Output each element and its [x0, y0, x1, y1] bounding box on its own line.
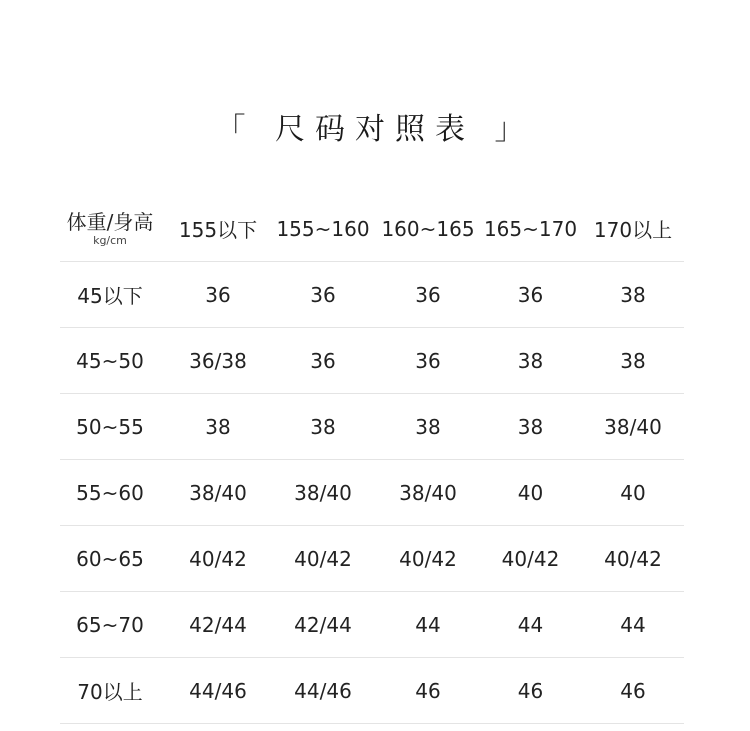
row-label: 65~70 — [76, 612, 144, 637]
size-cell: 36 — [310, 282, 336, 307]
column-header: 165~170 — [483, 216, 578, 241]
size-cell: 40 — [517, 480, 544, 505]
size-cell: 40/42 — [604, 546, 662, 571]
table-row — [60, 262, 684, 328]
size-cell: 38/40 — [604, 414, 662, 439]
size-cell: 40 — [620, 480, 646, 505]
size-cell: 36 — [415, 348, 441, 373]
table-row — [60, 592, 684, 658]
size-cell: 44 — [415, 612, 441, 637]
row-label: 55~60 — [76, 480, 144, 505]
row-label: 70以上 — [77, 680, 143, 704]
table-row — [60, 394, 684, 460]
size-cell: 36 — [415, 282, 441, 307]
size-cell: 42/44 — [294, 612, 352, 637]
size-cell: 46 — [415, 678, 441, 703]
size-cell: 46 — [620, 678, 646, 703]
row-label: 50~55 — [76, 414, 144, 439]
corner-label: 体重/身高 — [66, 210, 154, 234]
corner-unit: kg/cm — [93, 234, 127, 247]
table-header-row — [60, 196, 684, 262]
size-cell: 38 — [517, 414, 544, 439]
size-cell: 44/46 — [189, 678, 247, 703]
size-chart-table — [60, 196, 684, 724]
table-row — [60, 658, 684, 724]
size-cell: 40/42 — [399, 546, 457, 571]
table-row — [60, 526, 684, 592]
size-cell: 38 — [620, 282, 646, 307]
size-cell: 38/40 — [294, 480, 352, 505]
size-cell: 38 — [205, 414, 231, 439]
page-title: 「 尺码对照表 」 — [215, 112, 535, 147]
size-cell: 36 — [310, 348, 336, 373]
row-label: 45~50 — [76, 348, 144, 373]
size-cell: 40/42 — [294, 546, 352, 571]
size-cell: 36/38 — [189, 348, 247, 373]
size-cell: 38 — [620, 348, 646, 373]
column-header: 155~160 — [276, 216, 370, 241]
table-row — [60, 460, 684, 526]
column-header: 170以上 — [593, 218, 673, 242]
size-cell: 40/42 — [501, 546, 560, 571]
size-cell: 44 — [620, 612, 646, 637]
size-cell: 44 — [517, 612, 544, 637]
column-header: 155以下 — [178, 218, 258, 242]
size-cell: 38 — [310, 414, 336, 439]
size-cell: 36 — [517, 282, 544, 307]
row-label: 45以下 — [77, 284, 143, 308]
size-cell: 42/44 — [189, 612, 247, 637]
size-cell: 40/42 — [189, 546, 247, 571]
size-cell: 38 — [517, 348, 544, 373]
corner-header-cell — [60, 210, 160, 247]
size-cell: 38/40 — [399, 480, 457, 505]
size-cell: 46 — [517, 678, 544, 703]
column-header: 160~165 — [381, 216, 475, 241]
size-cell: 36 — [205, 282, 231, 307]
table-row — [60, 328, 684, 394]
size-cell: 38 — [415, 414, 441, 439]
size-cell: 44/46 — [294, 678, 352, 703]
size-cell: 38/40 — [189, 480, 247, 505]
row-label: 60~65 — [76, 546, 144, 571]
